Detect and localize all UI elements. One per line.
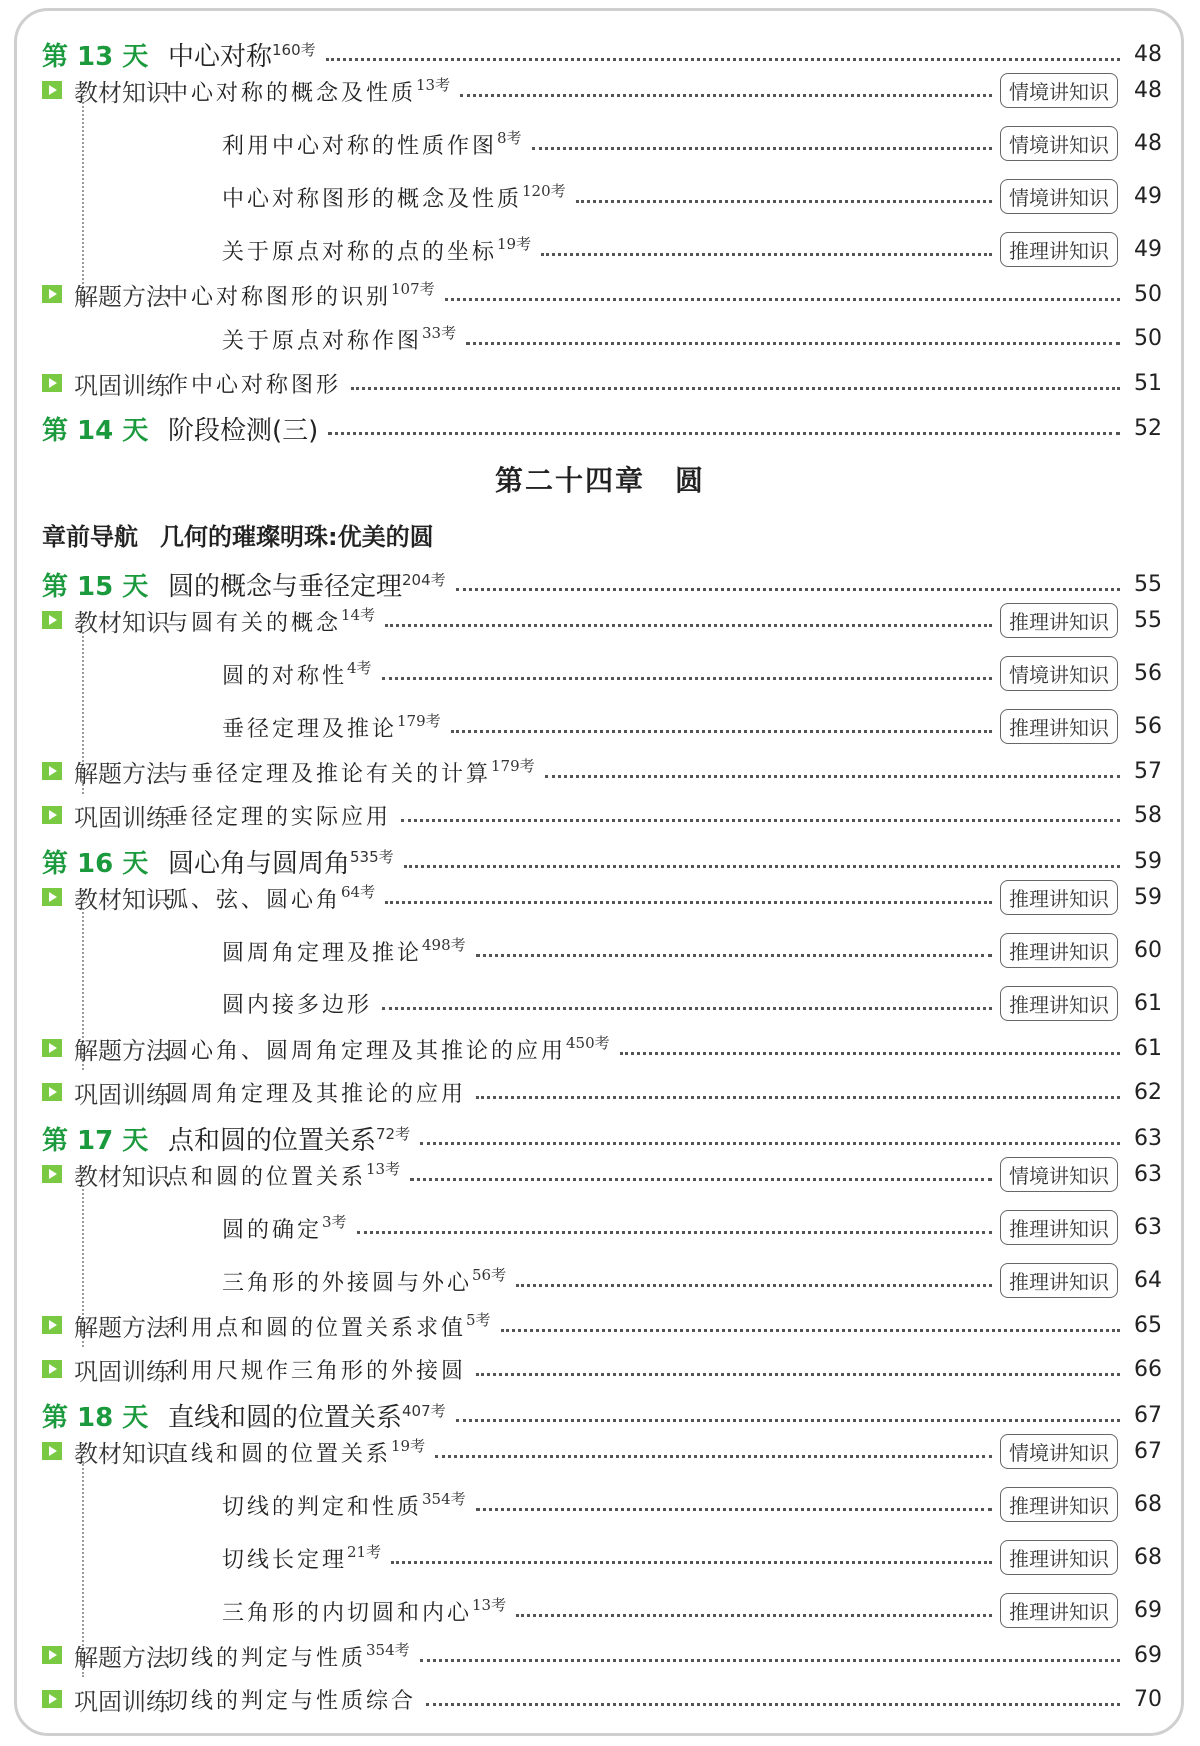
knowledge-badge: 情境讲知识 bbox=[1000, 1157, 1118, 1192]
leader-dots bbox=[420, 1142, 1120, 1145]
page-number: 69 bbox=[1134, 1642, 1162, 1668]
toc-entry[interactable] bbox=[42, 229, 1162, 269]
page-number: 52 bbox=[1134, 415, 1162, 441]
day-number: 第 17 天 bbox=[42, 1125, 149, 1156]
leader-dots bbox=[456, 1419, 1120, 1422]
toc-entry[interactable] bbox=[42, 1349, 1162, 1389]
leader-dots bbox=[532, 147, 992, 150]
section-label: 巩固训练 bbox=[42, 1075, 166, 1110]
toc-entry[interactable] bbox=[42, 751, 1162, 791]
day-row[interactable] bbox=[42, 841, 1162, 881]
topic-title: 利用点和圆的位置关系求值$^{5考}$ bbox=[166, 1310, 491, 1341]
page-number: 61 bbox=[1134, 1035, 1162, 1061]
day-row[interactable] bbox=[42, 34, 1162, 74]
topic-title: 弧、弦、圆心角$^{64考}$ bbox=[166, 882, 376, 913]
knowledge-badge: 推理讲知识 bbox=[1000, 232, 1118, 267]
knowledge-badge: 情境讲知识 bbox=[1000, 126, 1118, 161]
leader-dots bbox=[435, 1455, 992, 1458]
day-title: 圆的概念与垂径定理$^{204考}$ bbox=[168, 570, 446, 602]
topic-title: 三角形的外接圆与外心$^{56考}$ bbox=[222, 1265, 507, 1296]
play-triangle-icon bbox=[42, 1083, 62, 1101]
exam-count: 33考 bbox=[422, 323, 457, 342]
exam-count: 4考 bbox=[347, 658, 372, 677]
toc-entry[interactable] bbox=[42, 1028, 1162, 1068]
section-label: 教材知识 bbox=[42, 73, 166, 108]
page-number: 56 bbox=[1134, 713, 1162, 739]
knowledge-badge: 情境讲知识 bbox=[1000, 656, 1118, 691]
topic-title: 切线长定理$^{21考}$ bbox=[222, 1542, 382, 1573]
page-number: 48 bbox=[1134, 41, 1162, 67]
page-number: 50 bbox=[1134, 281, 1162, 307]
exam-count: 160考 bbox=[272, 40, 316, 59]
exam-count: 21考 bbox=[347, 1542, 382, 1561]
section-label: 巩固训练 bbox=[42, 1352, 166, 1387]
page-number: 66 bbox=[1134, 1356, 1162, 1382]
day-row[interactable] bbox=[42, 408, 1162, 448]
toc-entry[interactable] bbox=[42, 653, 1162, 693]
leader-dots bbox=[391, 1561, 992, 1564]
page-number: 64 bbox=[1134, 1267, 1162, 1293]
topic-title: 圆的确定$^{3考}$ bbox=[222, 1212, 347, 1243]
topic-title: 切线的判定与性质综合 bbox=[166, 1688, 417, 1714]
section-label: 教材知识 bbox=[42, 880, 166, 915]
section-label: 解题方法 bbox=[42, 754, 166, 789]
page-number: 48 bbox=[1134, 77, 1162, 103]
page-number: 55 bbox=[1134, 571, 1162, 597]
play-triangle-icon bbox=[42, 888, 62, 906]
knowledge-badge: 推理讲知识 bbox=[1000, 1263, 1118, 1298]
topic-title: 利用中心对称的性质作图$^{8考}$ bbox=[222, 128, 522, 159]
topic-title: 中心对称图形的识别$^{107考}$ bbox=[166, 279, 435, 310]
play-triangle-icon bbox=[42, 81, 62, 99]
leader-dots bbox=[545, 775, 1120, 778]
toc-entry[interactable] bbox=[42, 1260, 1162, 1300]
exam-count: 498考 bbox=[422, 935, 466, 954]
day-title: 点和圆的位置关系$^{72考}$ bbox=[168, 1124, 411, 1156]
page-number: 48 bbox=[1134, 130, 1162, 156]
topic-title: 直线和圆的位置关系$^{19考}$ bbox=[166, 1436, 426, 1467]
section-label: 教材知识 bbox=[42, 1434, 166, 1469]
page-number: 55 bbox=[1134, 607, 1162, 633]
exam-count: 13考 bbox=[472, 1595, 507, 1614]
topic-title: 关于原点对称的点的坐标$^{19考}$ bbox=[222, 234, 532, 265]
topic-title: 切线的判定与性质$^{354考}$ bbox=[166, 1640, 410, 1671]
leader-dots bbox=[501, 1329, 1120, 1332]
topic-title: 圆心角、圆周角定理及其推论的应用$^{450考}$ bbox=[166, 1033, 610, 1064]
exam-count: 354考 bbox=[366, 1640, 410, 1659]
topic-title: 垂径定理及推论$^{179考}$ bbox=[222, 711, 441, 742]
day-number: 第 15 天 bbox=[42, 571, 149, 602]
exam-count: 8考 bbox=[497, 128, 522, 147]
section-label: 教材知识 bbox=[42, 1157, 166, 1192]
leader-dots bbox=[385, 624, 992, 627]
exam-count: 450考 bbox=[566, 1033, 610, 1052]
play-triangle-icon bbox=[42, 806, 62, 824]
page-number: 58 bbox=[1134, 802, 1162, 828]
leader-dots bbox=[516, 1284, 992, 1287]
exam-count: 13考 bbox=[416, 75, 451, 94]
exam-count: 179考 bbox=[491, 756, 535, 775]
leader-dots bbox=[516, 1614, 992, 1617]
knowledge-badge: 推理讲知识 bbox=[1000, 603, 1118, 638]
exam-count: 120考 bbox=[522, 181, 566, 200]
toc-entry[interactable] bbox=[42, 1154, 1162, 1194]
exam-count: 56考 bbox=[472, 1265, 507, 1284]
page-number: 63 bbox=[1134, 1214, 1162, 1240]
topic-title: 与垂径定理及推论有关的计算$^{179考}$ bbox=[166, 756, 535, 787]
page-number: 57 bbox=[1134, 758, 1162, 784]
leader-dots bbox=[404, 865, 1120, 868]
exam-count: 107考 bbox=[391, 279, 435, 298]
day-number: 第 16 天 bbox=[42, 848, 149, 879]
exam-count: 64考 bbox=[341, 882, 376, 901]
section-label: 巩固训练 bbox=[42, 1682, 166, 1717]
topic-title: 利用尺规作三角形的外接圆 bbox=[166, 1358, 467, 1384]
toc-entry[interactable] bbox=[42, 1484, 1162, 1524]
page-number: 63 bbox=[1134, 1125, 1162, 1151]
topic-title: 中心对称图形的概念及性质$^{120考}$ bbox=[222, 181, 566, 212]
day-row[interactable] bbox=[42, 1395, 1162, 1435]
play-triangle-icon bbox=[42, 1360, 62, 1378]
section-label: 解题方法 bbox=[42, 1031, 166, 1066]
knowledge-badge: 推理讲知识 bbox=[1000, 880, 1118, 915]
page-number: 63 bbox=[1134, 1161, 1162, 1187]
page-number: 67 bbox=[1134, 1402, 1162, 1428]
toc-entry[interactable] bbox=[42, 1072, 1162, 1112]
exam-count: 354考 bbox=[422, 1489, 466, 1508]
play-triangle-icon bbox=[42, 1165, 62, 1183]
page-number: 65 bbox=[1134, 1312, 1162, 1338]
toc-entry[interactable] bbox=[42, 1679, 1162, 1719]
toc-entry[interactable] bbox=[42, 274, 1162, 314]
exam-count: 204考 bbox=[402, 570, 446, 589]
knowledge-badge: 情境讲知识 bbox=[1000, 1434, 1118, 1469]
toc-entry[interactable] bbox=[42, 1431, 1162, 1471]
toc-entry[interactable] bbox=[42, 1537, 1162, 1577]
page-number: 60 bbox=[1134, 937, 1162, 963]
section-label: 解题方法 bbox=[42, 1638, 166, 1673]
leader-dots bbox=[460, 94, 992, 97]
toc-entry[interactable] bbox=[42, 318, 1162, 358]
toc-entry[interactable] bbox=[42, 706, 1162, 746]
page-number: 51 bbox=[1134, 370, 1162, 396]
leader-dots bbox=[541, 253, 992, 256]
leader-dots bbox=[410, 1178, 992, 1181]
play-triangle-icon bbox=[42, 762, 62, 780]
page-number: 68 bbox=[1134, 1544, 1162, 1570]
toc-entry[interactable] bbox=[42, 600, 1162, 640]
leader-dots bbox=[382, 1007, 992, 1010]
day-title: 阶段检测(三) bbox=[168, 415, 319, 446]
day-number: 第 14 天 bbox=[42, 415, 149, 446]
toc-entry[interactable] bbox=[42, 363, 1162, 403]
knowledge-badge: 推理讲知识 bbox=[1000, 1593, 1118, 1628]
leader-dots bbox=[328, 432, 1120, 435]
topic-title: 关于原点对称作图$^{33考}$ bbox=[222, 323, 457, 354]
toc-entry[interactable] bbox=[42, 930, 1162, 970]
leader-dots bbox=[466, 342, 1120, 345]
section-label: 教材知识 bbox=[42, 603, 166, 638]
exam-count: 5考 bbox=[466, 1310, 491, 1329]
leader-dots bbox=[476, 954, 992, 957]
leader-dots bbox=[476, 1508, 992, 1511]
play-triangle-icon bbox=[42, 611, 62, 629]
knowledge-badge: 推理讲知识 bbox=[1000, 1540, 1118, 1575]
topic-title: 圆内接多边形 bbox=[222, 992, 373, 1018]
leader-dots bbox=[476, 1096, 1120, 1099]
topic-title: 圆的对称性$^{4考}$ bbox=[222, 658, 372, 689]
topic-title: 圆周角定理及其推论的应用 bbox=[166, 1081, 467, 1107]
knowledge-badge: 推理讲知识 bbox=[1000, 933, 1118, 968]
knowledge-badge: 情境讲知识 bbox=[1000, 179, 1118, 214]
leader-dots bbox=[456, 588, 1120, 591]
leader-dots bbox=[326, 58, 1120, 61]
section-label: 解题方法 bbox=[42, 277, 166, 312]
exam-count: 19考 bbox=[391, 1436, 426, 1455]
day-title: 直线和圆的位置关系$^{407考}$ bbox=[168, 1401, 446, 1433]
page-number: 59 bbox=[1134, 884, 1162, 910]
toc-entry[interactable] bbox=[42, 795, 1162, 835]
exam-count: 13考 bbox=[366, 1159, 401, 1178]
topic-title: 点和圆的位置关系$^{13考}$ bbox=[166, 1159, 401, 1190]
page-number: 56 bbox=[1134, 660, 1162, 686]
leader-dots bbox=[401, 819, 1120, 822]
day-number: 第 13 天 bbox=[42, 41, 149, 72]
page-number: 62 bbox=[1134, 1079, 1162, 1105]
knowledge-badge: 情境讲知识 bbox=[1000, 73, 1118, 108]
leader-dots bbox=[451, 730, 992, 733]
leader-dots bbox=[385, 901, 992, 904]
leader-dots bbox=[576, 200, 992, 203]
play-triangle-icon bbox=[42, 1316, 62, 1334]
page-number: 67 bbox=[1134, 1438, 1162, 1464]
section-label: 解题方法 bbox=[42, 1308, 166, 1343]
section-label: 巩固训练 bbox=[42, 798, 166, 833]
knowledge-badge: 推理讲知识 bbox=[1000, 1487, 1118, 1522]
page-number: 69 bbox=[1134, 1597, 1162, 1623]
play-triangle-icon bbox=[42, 1039, 62, 1057]
exam-count: 179考 bbox=[397, 711, 441, 730]
exam-count: 535考 bbox=[350, 847, 394, 866]
toc-entry[interactable] bbox=[42, 1590, 1162, 1630]
topic-title: 垂径定理的实际应用 bbox=[166, 804, 392, 830]
leader-dots bbox=[357, 1231, 992, 1234]
toc-entry[interactable] bbox=[42, 123, 1162, 163]
toc-entry[interactable] bbox=[42, 1635, 1162, 1675]
day-title: 中心对称$^{160考}$ bbox=[168, 40, 316, 72]
day-row[interactable] bbox=[42, 1118, 1162, 1158]
exam-count: 19考 bbox=[497, 234, 532, 253]
topic-title: 切线的判定和性质$^{354考}$ bbox=[222, 1489, 466, 1520]
toc-entry[interactable] bbox=[42, 1305, 1162, 1345]
topic-title: 作中心对称图形 bbox=[166, 372, 342, 398]
knowledge-badge: 推理讲知识 bbox=[1000, 709, 1118, 744]
toc-entry[interactable] bbox=[42, 176, 1162, 216]
page-number: 61 bbox=[1134, 990, 1162, 1016]
exam-count: 72考 bbox=[376, 1124, 411, 1143]
leader-dots bbox=[382, 677, 992, 680]
toc-entry[interactable] bbox=[42, 1207, 1162, 1247]
topic-title: 三角形的内切圆和内心$^{13考}$ bbox=[222, 1595, 507, 1626]
page-number: 68 bbox=[1134, 1491, 1162, 1517]
page-number: 70 bbox=[1134, 1686, 1162, 1712]
knowledge-badge: 推理讲知识 bbox=[1000, 986, 1118, 1021]
leader-dots bbox=[351, 387, 1120, 390]
play-triangle-icon bbox=[42, 374, 62, 392]
leader-dots bbox=[445, 298, 1120, 301]
toc-entry[interactable] bbox=[42, 877, 1162, 917]
page-number: 49 bbox=[1134, 183, 1162, 209]
page-number: 49 bbox=[1134, 236, 1162, 262]
knowledge-badge: 推理讲知识 bbox=[1000, 1210, 1118, 1245]
section-label: 巩固训练 bbox=[42, 366, 166, 401]
chapter-heading: 第二十四章 圆 bbox=[494, 464, 706, 497]
chapter-navigation[interactable]: 章前导航 几何的璀璨明珠:优美的圆 bbox=[42, 523, 434, 551]
play-triangle-icon bbox=[42, 1442, 62, 1460]
page-number: 50 bbox=[1134, 325, 1162, 351]
leader-dots bbox=[426, 1703, 1120, 1706]
play-triangle-icon bbox=[42, 285, 62, 303]
play-triangle-icon bbox=[42, 1690, 62, 1708]
toc-entry[interactable] bbox=[42, 70, 1162, 110]
leader-dots bbox=[476, 1373, 1120, 1376]
topic-title: 与圆有关的概念$^{14考}$ bbox=[166, 605, 376, 636]
day-row[interactable] bbox=[42, 564, 1162, 604]
topic-title: 中心对称的概念及性质$^{13考}$ bbox=[166, 75, 451, 106]
day-number: 第 18 天 bbox=[42, 1402, 149, 1433]
leader-dots bbox=[620, 1052, 1120, 1055]
exam-count: 14考 bbox=[341, 605, 376, 624]
page-number: 59 bbox=[1134, 848, 1162, 874]
day-title: 圆心角与圆周角$^{535考}$ bbox=[168, 847, 394, 879]
topic-title: 圆周角定理及推论$^{498考}$ bbox=[222, 935, 466, 966]
exam-count: 3考 bbox=[322, 1212, 347, 1231]
exam-count: 407考 bbox=[402, 1401, 446, 1420]
leader-dots bbox=[420, 1659, 1120, 1662]
play-triangle-icon bbox=[42, 1646, 62, 1664]
toc-entry[interactable] bbox=[42, 983, 1162, 1023]
